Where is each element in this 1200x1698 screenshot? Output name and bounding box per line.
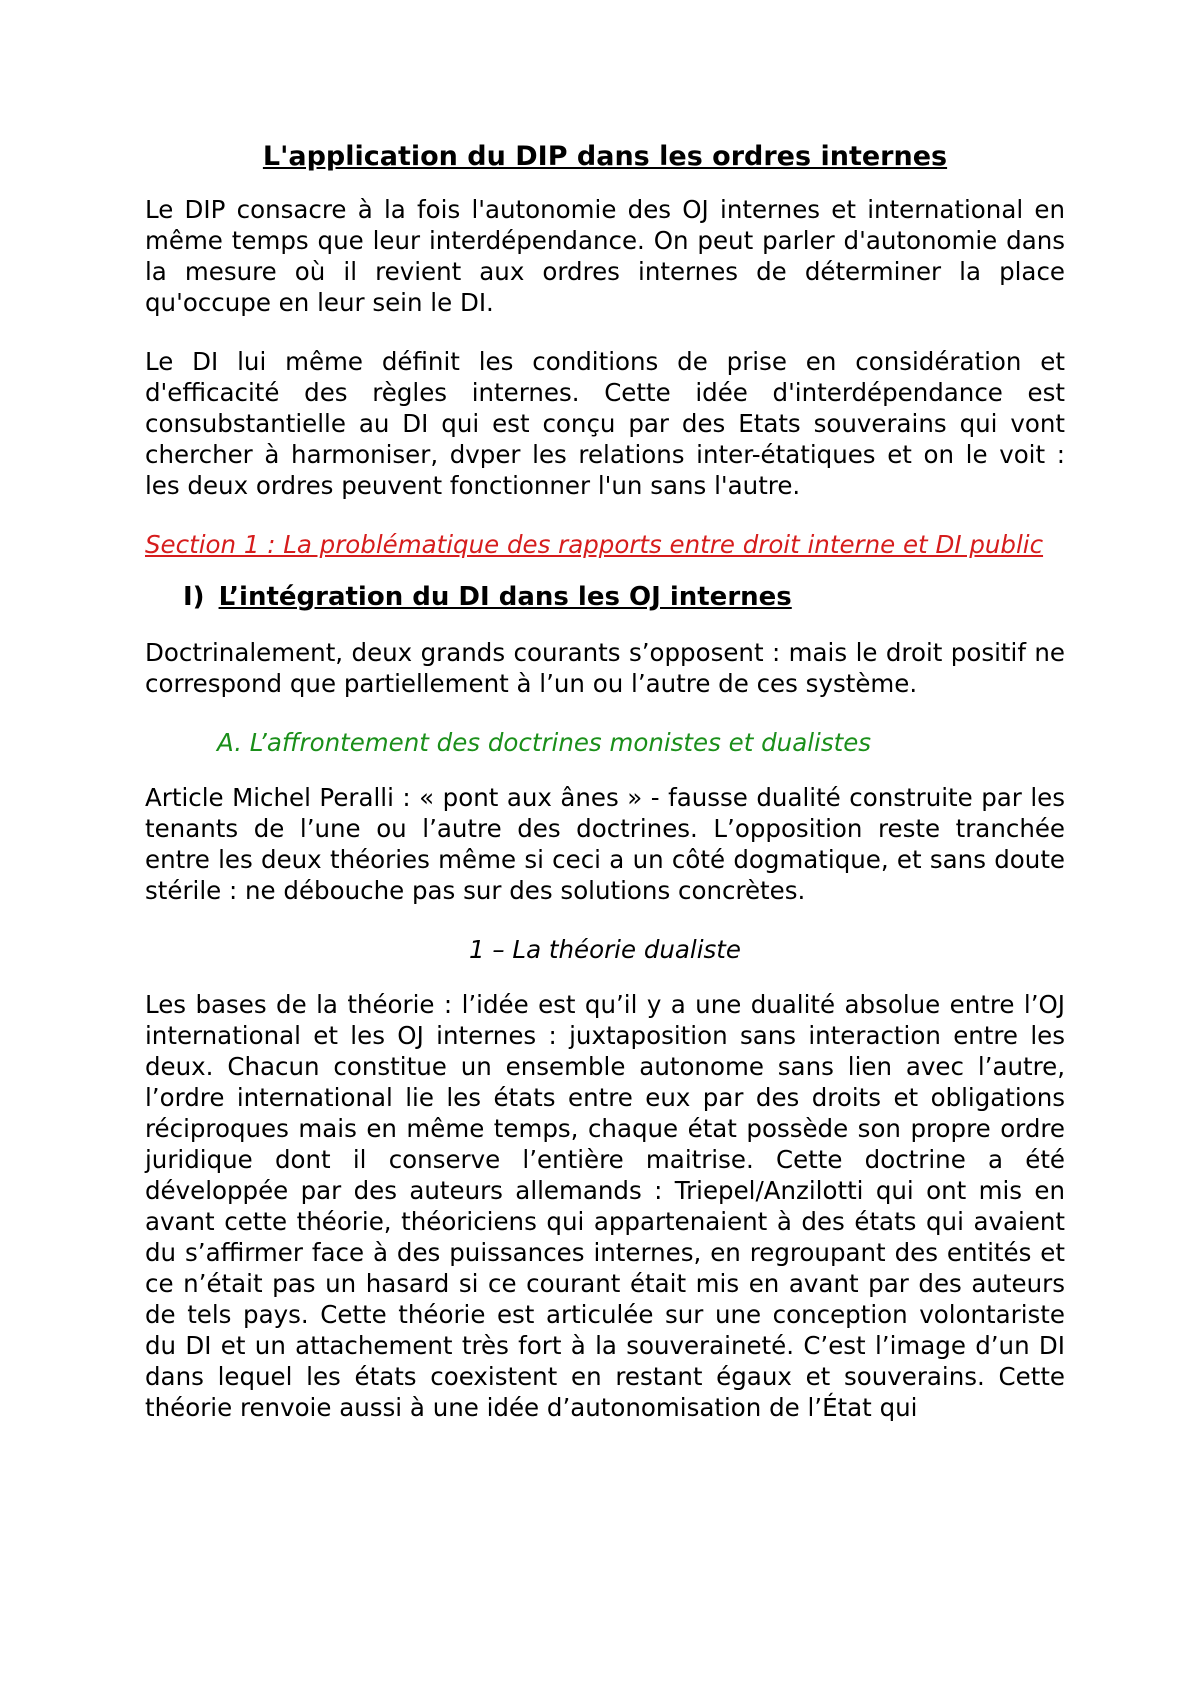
paragraph-intro-1: Le DIP consacre à la fois l'autonomie des OJ internes et international en même temps que leur interdépendance. On peut parler d'autonomie dans la mesure où il revient aux ordres internes de déterminer la place qu'occupe en leur sein le DI. — [145, 195, 1065, 317]
paragraph-bases: Les bases de la théorie : l’idée est qu’il y a une dualité absolue entre l’OJ international et les OJ internes : juxtaposition sans interaction entre les deux. Chacun constitue un ensemble autonome sans lien avec l’autre, l’ordre international lie les états entre eux par des droits et obligations réciproques mais en même temps, chaque état possède son propre ordre juridique dont il conserve l’entière maitrise. Cette doctrine a été développée par des auteurs allemands : Triepel/Anzilotti qui ont mis en avant cette théorie, théoriciens qui appartenaient à des états qui avaient du s’affirmer face à des puissances internes, en regroupant des entités et ce n’était pas un hasard si ce courant était mis en avant par des auteurs de tels pays. Cette théorie est articulée sur une conception volontariste du DI et un attachement très fort à la souveraineté. C’est l’image d’un DI dans lequel les états coexistent en restant égaux et souverains. Cette théorie renvoie aussi à une idée d’autonomisation de l’État qui — [145, 990, 1065, 1422]
paragraph-article: Article Michel Peralli : « pont aux ânes » - fausse dualité construite par les tenants de l’une ou l’autre des doctrines. L’opposition reste tranchée entre les deux théories même si ceci a un côté dogmatique, et sans doute stérile : ne débouche pas sur des solutions concrètes. — [145, 783, 1065, 905]
part-1-title: L’intégration du DI dans les OJ internes — [218, 582, 792, 612]
paragraph-doctrinal: Doctrinalement, deux grands courants s’opposent : mais le droit positif ne correspond que partiellement à l’un ou l’autre de ces système. — [145, 638, 1065, 698]
document-page — [145, 140, 1065, 1423]
section-1-heading: Section 1 : La problématique des rapports entre droit interne et DI public — [145, 530, 1044, 559]
paragraph-intro-2: Le DI lui même définit les conditions de prise en considération et d'efficacité des règles internes. Cette idée d'interdépendance est consubstantielle au DI qui est conçu par des Etats souverains qui vont chercher à harmoniser, dvper les relations inter-étatiques et on le voit : les deux ordres peuvent fonctionner l'un sans l'autre. — [145, 347, 1065, 500]
document-title: L'application du DIP dans les ordres internes — [262, 141, 948, 172]
part-1-number: I) — [183, 582, 205, 612]
subheading-a: A. L’affrontement des doctrines monistes et dualistes — [217, 728, 872, 757]
part-1-heading — [183, 582, 1065, 613]
subheading-1: 1 – La théorie dualiste — [469, 935, 741, 964]
